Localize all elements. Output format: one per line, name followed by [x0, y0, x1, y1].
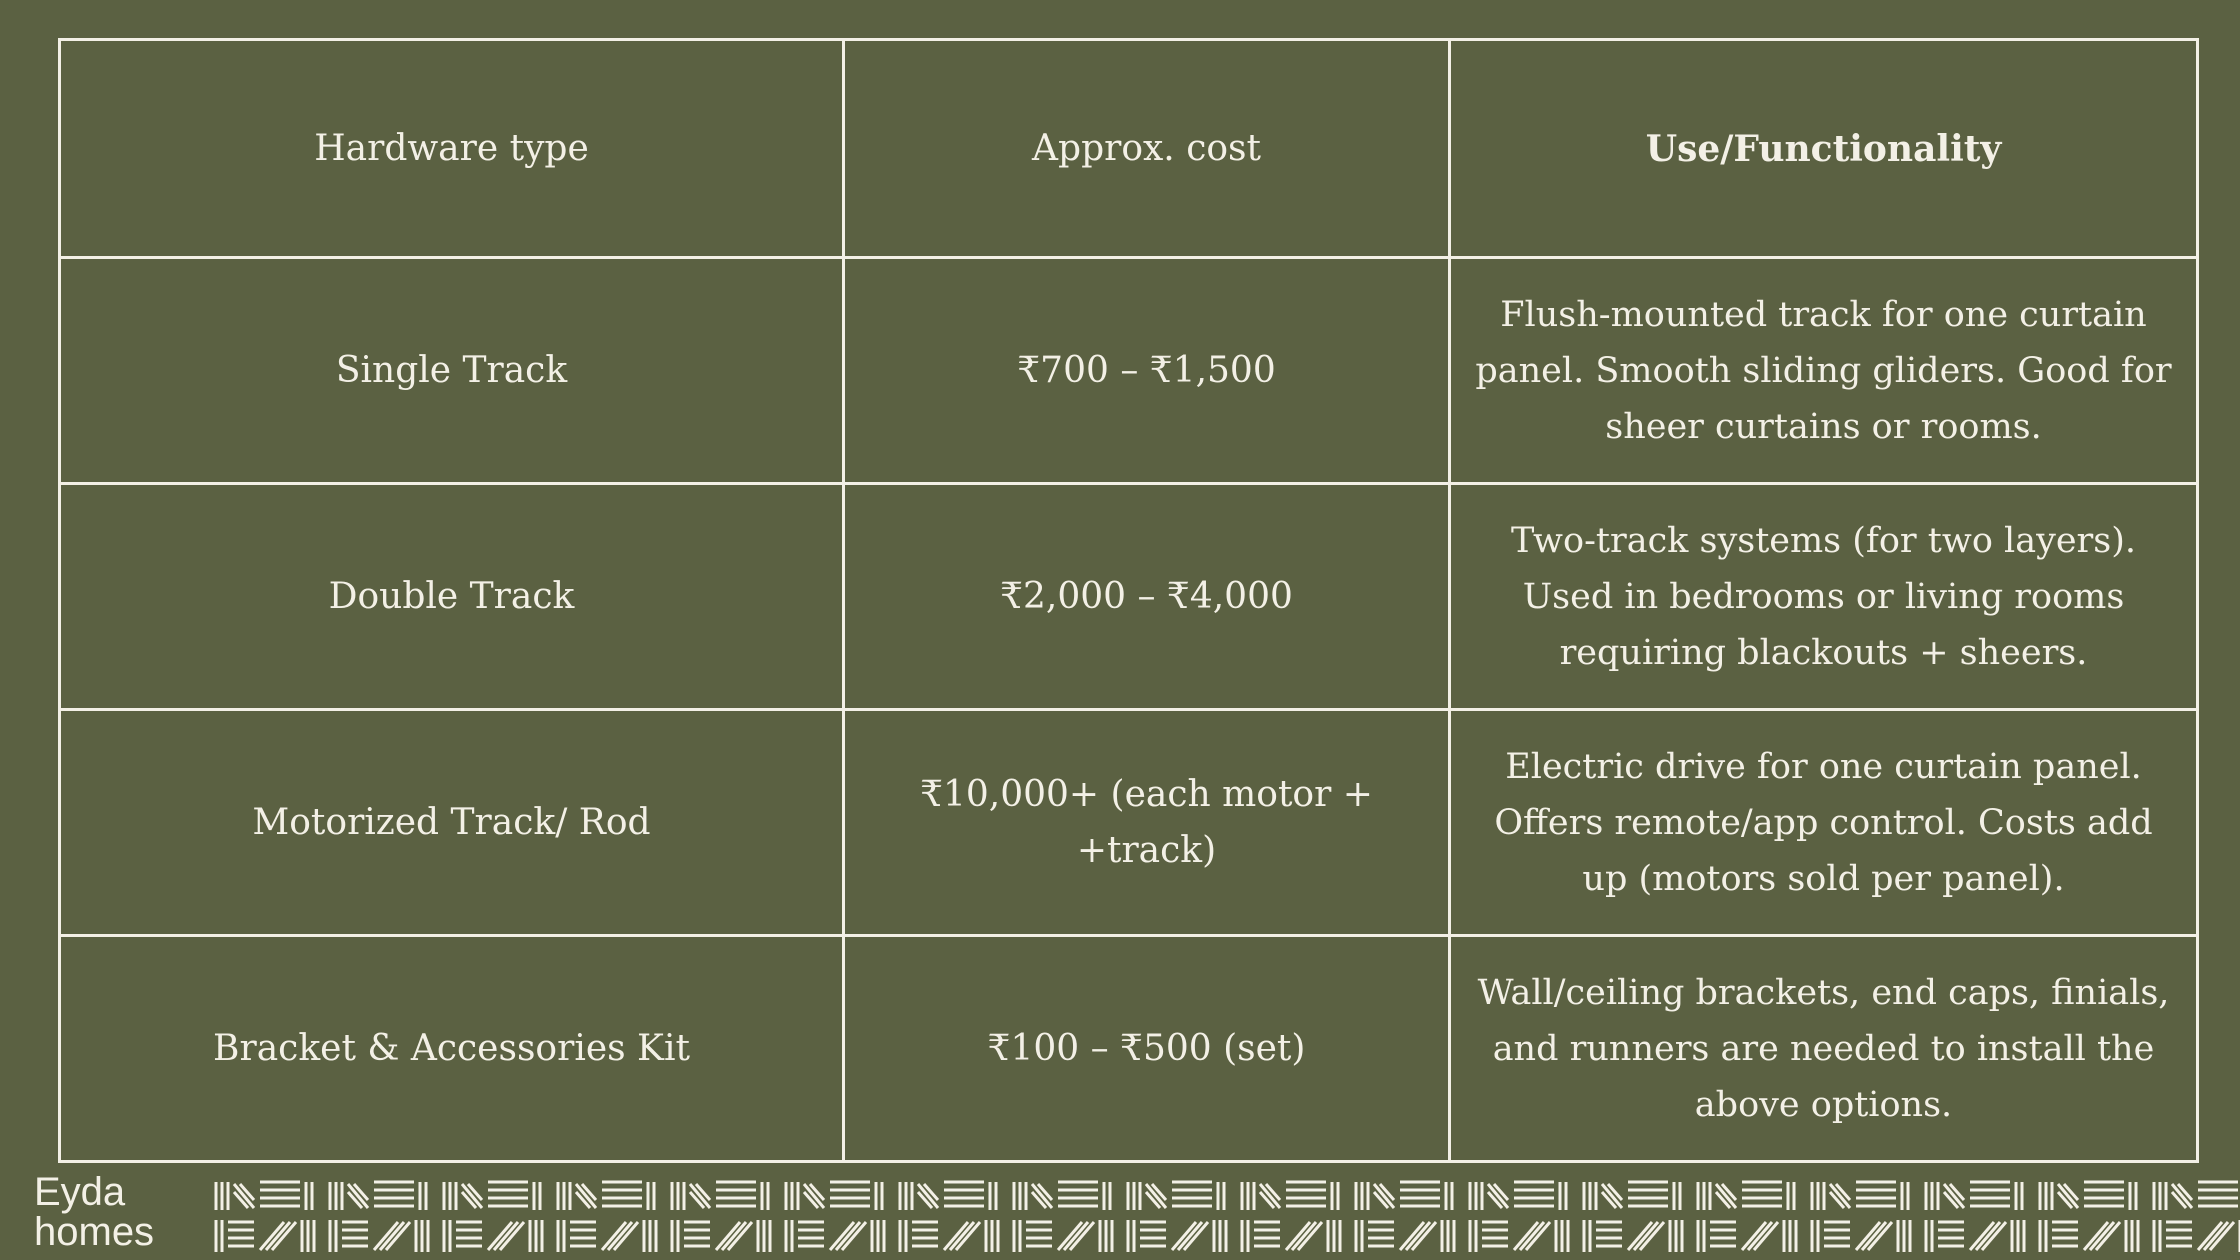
- table-row: [60, 936, 2198, 1162]
- header-use-functionality: Use/Functionality: [1450, 40, 2198, 258]
- cell-approx-cost: ₹700 – ₹1,500: [844, 258, 1450, 484]
- table-header-row: [60, 40, 2198, 258]
- header-hardware-type: Hardware type: [60, 40, 844, 258]
- brand-logo-line1: Eyda: [34, 1170, 126, 1214]
- cell-use-functionality: Two-track systems (for two layers). Used in bedrooms or living rooms requiring blackouts + sheers.: [1450, 484, 2198, 710]
- header-approx-cost: Approx. cost: [844, 40, 1450, 258]
- cell-hardware-type: Bracket & Accessories Kit: [60, 936, 844, 1162]
- cell-use-functionality: Flush-mounted track for one curtain panel. Smooth sliding gliders. Good for sheer curtains or rooms.: [1450, 258, 2198, 484]
- cell-hardware-type: Single Track: [60, 258, 844, 484]
- cell-hardware-type: Double Track: [60, 484, 844, 710]
- cell-use-functionality: Wall/ceiling brackets, end caps, finials, and runners are needed to install the above options.: [1450, 936, 2198, 1162]
- brand-logo-line2: homes: [34, 1210, 155, 1254]
- table-row: [60, 484, 2198, 710]
- cell-approx-cost: ₹100 – ₹500 (set): [844, 936, 1450, 1162]
- cell-use-functionality: Electric drive for one curtain panel. Offers remote/app control. Costs add up (motors sold per panel).: [1450, 710, 2198, 936]
- cell-hardware-type: Motorized Track/ Rod: [60, 710, 844, 936]
- brand-logo: [34, 1172, 154, 1252]
- decorative-pattern-border: [214, 1178, 2240, 1256]
- cell-approx-cost: ₹2,000 – ₹4,000: [844, 484, 1450, 710]
- table-row: [60, 258, 2198, 484]
- table-row: [60, 710, 2198, 936]
- cell-approx-cost: ₹10,000+ (each motor + +track): [844, 710, 1450, 936]
- hardware-table: [58, 38, 2199, 1163]
